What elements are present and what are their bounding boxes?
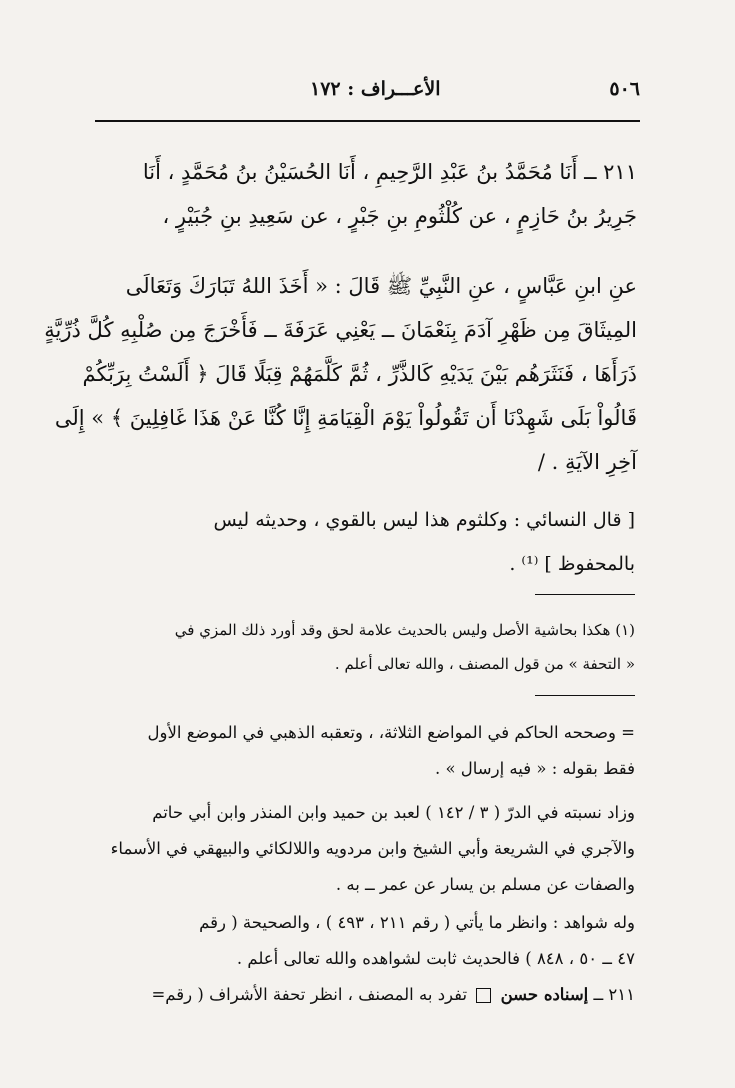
takhrij-note-hakim bbox=[100, 715, 635, 787]
comment-line: [ قال النسائي : وكلثوم هذا ليس بالقوي ، وحديثه ليس bbox=[213, 509, 635, 531]
footnote-line: « التحفة » من قول المصنف ، والله تعالى أعلم . bbox=[334, 655, 635, 673]
note-line: والآجري في الشريعة وأبي الشيخ وابن مردويه واللالكائي والبيهقي في الأسماء bbox=[110, 839, 635, 858]
matn-line: ذَرَأَهَا ، فَنَثَرَهُم بَيْنَ يَدَيْهِ كَالذَّرِّ ، ثُمَّ كَلَّمَهُمْ قِبَلًا قَالَ ﴿ أَلَسْتُ بِرَبِّكُمْ bbox=[82, 362, 637, 386]
footnote-divider bbox=[535, 594, 635, 595]
matn-line: عنِ ابنِ عَبَّاسٍ ، عنِ النَّبِيِّ ﷺ قَالَ : « أَخَذَ اللهُ تَبَارَكَ وَتَعَالَى bbox=[125, 274, 637, 298]
note-line: وله شواهد : وانظر ما يأتي ( رقم ٢١١ ، ٤٩٣ ) ، والصحيحة ( رقم bbox=[199, 913, 635, 932]
nasai-comment bbox=[108, 498, 635, 586]
grade-rest: تفرد به المصنف ، انظر تحفة الأشراف ( رقم= bbox=[151, 985, 468, 1004]
isnad-line: جَرِيرُ بنُ حَازِمٍ ، عن كُلْثُومِ بنِ جَبْرٍ ، عن سَعِيدِ بنِ جُبَيْرٍ ، bbox=[162, 204, 637, 228]
notes-divider bbox=[535, 695, 635, 696]
matn-line: قَالُواْ بَلَى شَهِدْنَا أَن تَقُولُواْ يَوْمَ الْقِيَامَةِ إِنَّا كُنَّا عَنْ هَذَا غَافِلِينَ ﴾ » إِلَى bbox=[54, 406, 637, 430]
matn-line: المِيثَاقَ مِن ظَهْرِ آدَمَ بِنَعْمَانَ ــ يَعْنِي عَرَفَةَ ــ فَأَخْرَجَ مِن صُلْبِهِ كُلَّ ذُرِّيَّةٍ bbox=[44, 318, 637, 342]
running-title: الأعـــراف : ١٧٢ bbox=[310, 78, 441, 100]
header-divider bbox=[95, 120, 640, 122]
page-header bbox=[100, 78, 640, 114]
isnad-grade: إسناده حسن bbox=[500, 985, 589, 1004]
matn-line: آخِرِ الآيَةِ . / bbox=[537, 450, 637, 474]
hadith-number: ٢١١ ــ bbox=[593, 985, 635, 1004]
note-line: وزاد نسبته في الدرّ ( ٣ / ١٤٢ ) لعبد بن حميد وابن المنذر وابن أبي حاتم bbox=[152, 803, 635, 822]
footnote-line: (١) هكذا بحاشية الأصل وليس بالحديث علامة لحق وقد أورد ذلك المزي في bbox=[174, 621, 635, 639]
comment-line: بالمحفوظ ] ⁽¹⁾ . bbox=[509, 553, 635, 575]
takhrij-note-shawahid bbox=[100, 905, 635, 1013]
note-line: والصفات عن مسلم بن يسار عن عمر ــ به . bbox=[335, 875, 635, 894]
hadith-isnad bbox=[108, 150, 637, 238]
hadith-matn bbox=[44, 264, 637, 484]
footnote bbox=[108, 613, 635, 681]
grade-line bbox=[100, 977, 635, 1013]
isnad-line: ٢١١ ــ أَنَا مُحَمَّدُ بنُ عَبْدِ الرَّحِيمِ ، أَنَا الحُسَيْنُ بنُ مُحَمَّدٍ ، أَنَا bbox=[142, 160, 637, 184]
page-number: ٥٠٦ bbox=[609, 78, 640, 100]
box-icon bbox=[476, 988, 491, 1003]
takhrij-note-durr bbox=[100, 795, 635, 903]
note-line: = وصححه الحاكم في المواضع الثلاثة، ، وتعقبه الذهبي في الموضع الأول bbox=[147, 723, 635, 742]
note-line: فقط بقوله : « فيه إرسال » . bbox=[434, 759, 635, 778]
note-line: ٤٧ ــ ٥٠ ، ٨٤٨ ) فالحديث ثابت لشواهده والله تعالى أعلم . bbox=[236, 949, 635, 968]
